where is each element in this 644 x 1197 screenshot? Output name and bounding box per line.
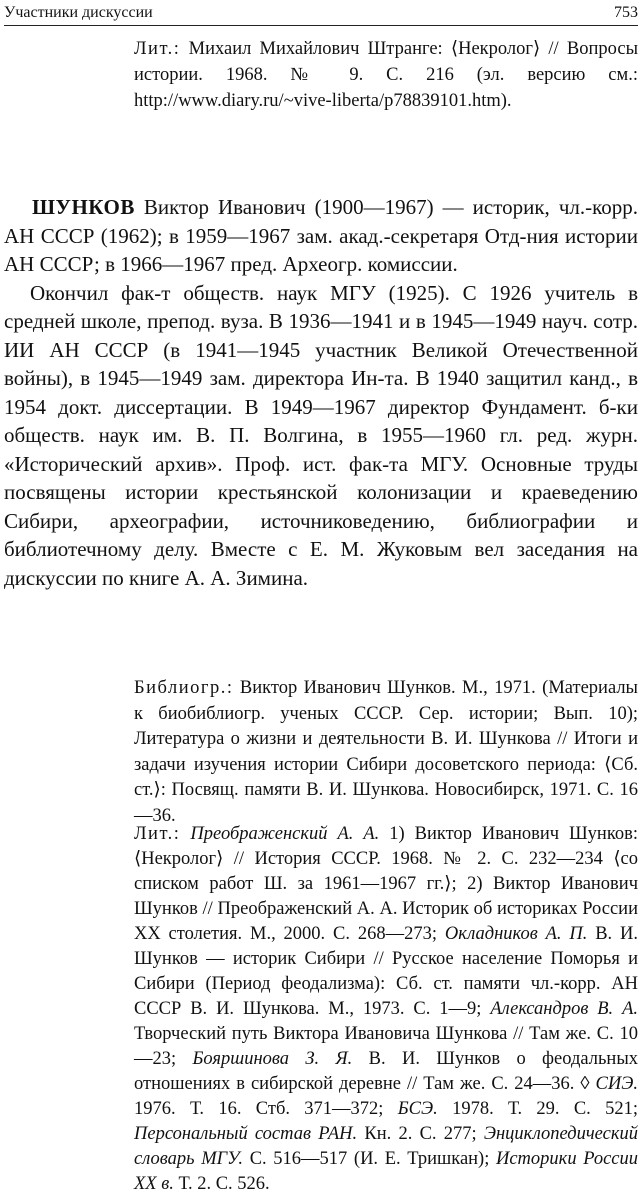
article-surname: ШУНКОВ [32,195,135,219]
reference-text: В. И. Шунков о феодальных отношениях в сибирской деревне // Там же. С. 24—36. ◊ [134,1049,639,1094]
article-body: Окончил фак-т обществ. наук МГУ (1925). С 1926 учитель в средней школе, препод. вуза. В 1936—1941 и в 1945—1949 науч. сотр. ИИ АН СССР (в 1941—1945 участник Великой Отечественной войны), в 1945—1949 зам. директора Ин-та. В 1940 защитил канд., в 1954 докт. диссертации. В 1949—1967 директор Фундамент. б-ки обществ. наук им. В. П. Волгина, в 1955—1960 гл. ред. журн. «Исторический архив». Проф. ист. фак-та МГУ. Основные труды посвящены истории крестьянской колонизации и краеведению Сибири, археографии, источниковедению, библиографии и библиотечному делу. Вместе с Е. М. Жуковым вел заседания на дискуссии по книге А. А. Зимина. [4,280,638,590]
section-title: Участники дискуссии [4,4,153,21]
literature-references [134,824,638,1194]
reference-author: Историки России XX в. [134,1149,639,1194]
reference-text: Кн. 2. С. 277; [357,1124,484,1144]
literature-note-1 [134,36,638,114]
reference-author: Персональный состав РАН. [134,1124,358,1144]
reference-text: Творческий путь Виктора Ивановича Шункова // Там же. С. 10—23; [134,1024,638,1069]
running-header [4,3,638,26]
reference-text: 1976. Т. 16. Стб. 371—372; [134,1099,398,1119]
reference-text: Т. 2. С. 526. [173,1174,270,1194]
literature-label: Лит.: [134,824,181,844]
literature-note-2 [134,822,638,1197]
literature-label: Лит.: [134,39,181,59]
article-intro [4,193,638,279]
page-number: 753 [614,4,638,21]
reference-author: БСЭ. [397,1099,438,1119]
reference-text: С. 516—517 (И. Е. Тришкан); [243,1149,496,1169]
bibliography-note [134,676,638,829]
reference-author: Преображенский А. А. [190,824,380,844]
literature-text: Михаил Михайлович Штранге: ⟨Некролог⟩ // Вопросы истории. 1968. № 9. С. 216 (эл. версию см.: http://www.diary.ru/~vive-liberta/p78839101.htm). [134,39,639,111]
bibliography-label: Библиогр.: [134,678,234,698]
article-intro-text: Виктор Иванович (1900—1967) — историк, чл.-корр. АН СССР (1962); в 1959—1967 зам. акад.-секретаря Отд-ния истории АН СССР; в 1966—1967 пред. Археогр. комиссии. [4,195,638,276]
reference-author: Бояршинова З. Я. [192,1049,353,1069]
reference-text: В. И. Шунков — историк Сибири // Русское население Поморья и Сибири (Период феодализма): Сб. ст. памяти чл.-корр. АН СССР В. И. Шункова. М., 1973. С. 1—9; [134,924,639,1019]
biography-article [4,193,638,592]
reference-author: СИЭ. [595,1074,638,1094]
reference-author: Окладников А. П. [444,924,588,944]
reference-author: Александров В. А. [490,999,638,1019]
reference-text: 1) Виктор Иванович Шунков: ⟨Некролог⟩ // История СССР. 1968. № 2. С. 232—234 ⟨со списком работ Ш. за 1961—1967 гг.⟩; 2) Виктор Иванович Шунков // Преображенский А. А. Историк об историках России XX столетия. М., 2000. С. 268—273; [134,824,638,944]
reference-author: Энциклопедический словарь МГУ. [134,1124,638,1169]
bibliography-text: Виктор Иванович Шунков. М., 1971. (Материалы к биобиблиогр. ученых СССР. Сер. истории; Вып. 10); Литература о жизни и деятельности В. И. Шункова // Итоги и задачи изучения истории Сибири досоветского периода: ⟨Сб. ст.⟩: Посвящ. памяти В. И. Шункова. Новосибирск, 1971. С. 16—36. [134,678,638,826]
reference-text: 1978. Т. 29. С. 521; [437,1099,638,1119]
